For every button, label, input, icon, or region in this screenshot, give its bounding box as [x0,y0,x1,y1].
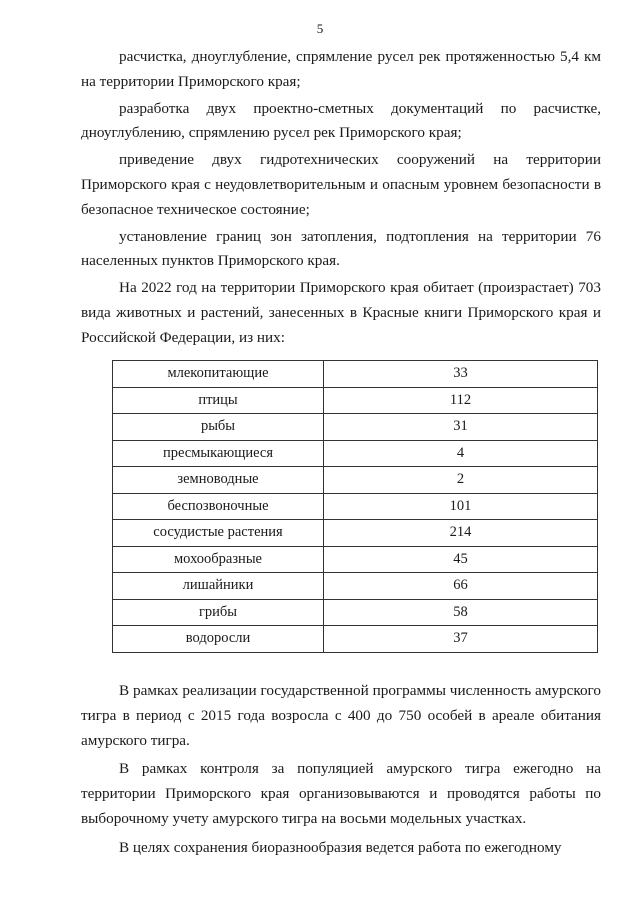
table-row [113,520,598,547]
species-name: грибы [113,599,324,626]
species-count: 4 [324,440,598,467]
table-row [113,599,598,626]
species-name: лишайники [113,573,324,600]
paragraph: установление границ зон затопления, подтопления на территории 76 населенных пунктов Приморского края. [81,227,601,270]
body-text-top [81,45,601,353]
species-name: беспозвоночные [113,493,324,520]
paragraph: В целях сохранения биоразнообразия ведется работа по ежегодному [119,838,562,856]
body-text-bottom [81,679,601,865]
paragraph: На 2022 год на территории Приморского края обитает (произрастает) 703 вида животных и растений, занесенных в Красные книги Приморского края и Российской Федерации, из них: [81,279,601,346]
species-name: рыбы [113,414,324,441]
species-table [112,360,598,653]
table-row [113,546,598,573]
species-name: сосудистые растения [113,520,324,547]
table-row [113,387,598,414]
table-row [113,626,598,653]
species-count: 58 [324,599,598,626]
species-count: 33 [324,361,598,388]
page-number: 5 [316,21,324,36]
species-name: водоросли [113,626,324,653]
paragraph: разработка двух проектно-сметных документаций по расчистке, дноуглублению, спрямлению русел рек Приморского края; [81,99,601,142]
species-count: 2 [324,467,598,494]
species-count: 45 [324,546,598,573]
table-row [113,440,598,467]
paragraph: В рамках реализации государственной программы численность амурского тигра в период с 2015 года возросла с 400 до 750 особей в ареале обитания амурского тигра. [81,682,601,749]
table-row [113,573,598,600]
table-row [113,493,598,520]
table-row [113,414,598,441]
species-count: 112 [324,387,598,414]
species-count: 31 [324,414,598,441]
paragraph: приведение двух гидротехнических сооружений на территории Приморского края с неудовлетворительным и опасным уровнем безопасности в безопасное техническое состояние; [81,151,601,218]
table-row [113,361,598,388]
species-count: 101 [324,493,598,520]
species-name: мохообразные [113,546,324,573]
table-row [113,467,598,494]
species-count: 66 [324,573,598,600]
species-count: 214 [324,520,598,547]
species-name: млекопитающие [113,361,324,388]
paragraph: В рамках контроля за популяцией амурского тигра ежегодно на территории Приморского края организовываются и проводятся работы по выборочному учету амурского тигра на восьми модельных участках. [81,760,601,827]
species-name: птицы [113,387,324,414]
paragraph: расчистка, дноуглубление, спрямление русел рек протяженностью 5,4 км на территории Приморского края; [81,48,601,90]
species-name: земноводные [113,467,324,494]
species-name: пресмыкающиеся [113,440,324,467]
species-count: 37 [324,626,598,653]
